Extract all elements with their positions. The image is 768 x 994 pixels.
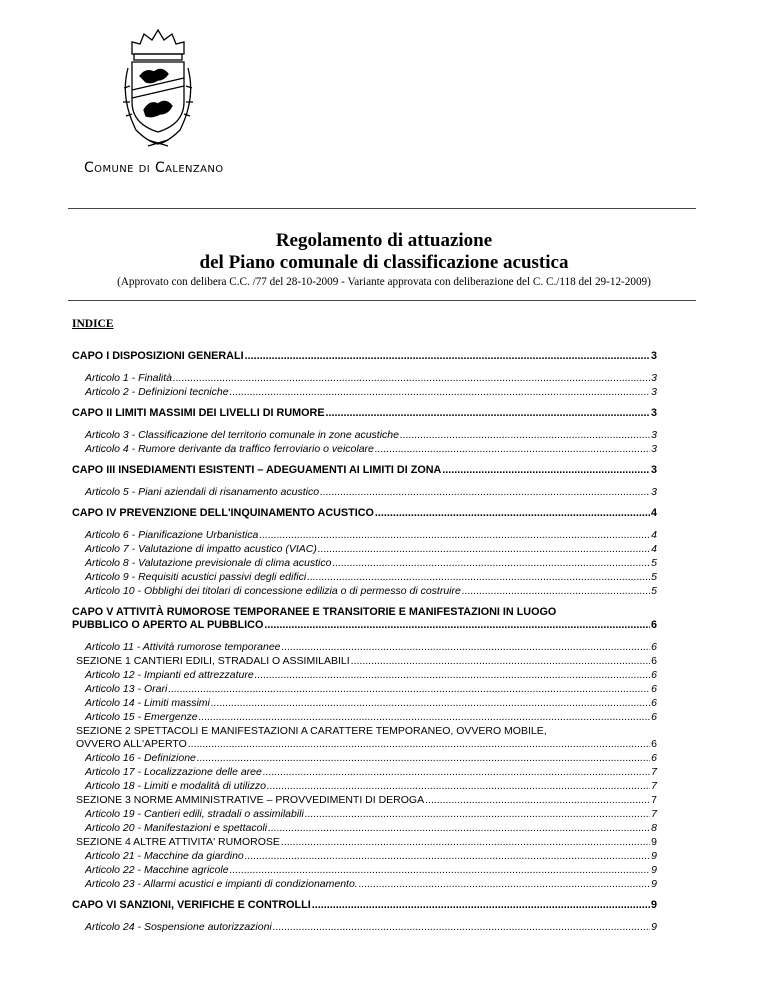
toc-entry-title: SEZIONE 3 NORME AMMINISTRATIVE – PROVVEDIMENTI DI DEROGA [76, 794, 425, 806]
toc-dot-leader [425, 794, 650, 807]
toc-entry-title: Articolo 8 - Valutazione previsionale di clima acustico [85, 557, 332, 569]
toc-section-heading[interactable]: SEZIONE 2 SPETTACOLI E MANIFESTAZIONI A CARATTERE TEMPORANEO, OVVERO MOBILE, [76, 725, 547, 737]
toc-article-entry[interactable] [85, 557, 657, 570]
toc-page-number: 6 [651, 711, 657, 723]
toc-entry-title: Articolo 15 - Emergenze [85, 711, 198, 723]
toc-entry-title: CAPO I DISPOSIZIONI GENERALI [72, 350, 244, 362]
coat-of-arms-image [118, 28, 198, 148]
toc-dot-leader [199, 711, 651, 724]
toc-dot-leader [188, 738, 650, 751]
toc-entry-title: Articolo 14 - Limiti massimi [85, 697, 210, 709]
toc-page-number: 7 [651, 808, 657, 820]
toc-entry-title: Articolo 3 - Classificazione del territorio comunale in zone acustiche [85, 429, 399, 441]
toc-section-entry[interactable] [76, 836, 657, 849]
toc-dot-leader [245, 350, 650, 363]
toc-page-number: 3 [650, 464, 657, 476]
toc-entry-title: Articolo 1 - Finalità [85, 372, 172, 384]
toc-page-number: 9 [651, 878, 657, 890]
toc-entry-title: Articolo 9 - Requisiti acustici passivi degli edifici [85, 571, 307, 583]
toc-entry-title: Articolo 10 - Obblighi dei titolari di concessione edilizia o di permesso di costruire [85, 585, 461, 597]
toc-article-entry[interactable] [85, 752, 657, 765]
toc-article-entry[interactable] [85, 822, 657, 835]
document-title-line1: Regolamento di attuazione [275, 230, 493, 251]
toc-dot-leader [245, 850, 650, 863]
toc-entry-title: Articolo 21 - Macchine da giardino [85, 850, 244, 862]
toc-dot-leader [211, 697, 650, 710]
toc-dot-leader [351, 655, 650, 668]
toc-chapter-entry[interactable] [72, 619, 657, 632]
municipality-name: Comune di Calenzano [84, 160, 224, 176]
toc-chapter-entry[interactable] [72, 507, 657, 520]
toc-page-number: 3 [650, 407, 657, 419]
toc-article-entry[interactable] [85, 386, 657, 399]
toc-article-entry[interactable] [85, 571, 657, 584]
toc-article-entry[interactable] [85, 697, 657, 710]
toc-article-entry[interactable] [85, 766, 657, 779]
toc-entry-title: Articolo 11 - Attività rumorose temporanee [85, 641, 281, 653]
toc-page-number: 3 [651, 386, 657, 398]
toc-dot-leader [375, 507, 650, 520]
toc-article-entry[interactable] [85, 864, 657, 877]
toc-page-number: 7 [651, 794, 657, 806]
toc-page-number: 6 [651, 683, 657, 695]
toc-page-number: 3 [651, 486, 657, 498]
toc-article-entry[interactable] [85, 850, 657, 863]
toc-page-number: 6 [651, 669, 657, 681]
toc-article-entry[interactable] [85, 878, 657, 891]
toc-chapter-entry[interactable] [72, 899, 657, 912]
toc-page-number: 6 [650, 619, 657, 631]
toc-article-entry[interactable] [85, 429, 657, 442]
toc-entry-title: CAPO III INSEDIAMENTI ESISTENTI – ADEGUAMENTI AI LIMITI DI ZONA [72, 464, 442, 476]
toc-chapter-heading[interactable]: CAPO V ATTIVITÀ RUMOROSE TEMPORANEE E TRANSITORIE E MANIFESTAZIONI IN LUOGO [72, 606, 557, 618]
toc-dot-leader [326, 407, 650, 420]
toc-dot-leader [281, 836, 650, 849]
toc-page-number: 6 [651, 641, 657, 653]
toc-dot-leader [168, 683, 650, 696]
index-heading: INDICE [72, 318, 114, 330]
toc-dot-leader [230, 386, 651, 399]
toc-page-number: 4 [650, 507, 657, 519]
toc-entry-title: Articolo 16 - Definizione [85, 752, 196, 764]
toc-page-number: 4 [651, 529, 657, 541]
toc-dot-leader [268, 822, 650, 835]
toc-article-entry[interactable] [85, 585, 657, 598]
toc-entry-title: Articolo 23 - Allarmi acustici e impianti di condizionamento. [85, 878, 358, 890]
toc-dot-leader [312, 899, 650, 912]
toc-dot-leader [197, 752, 650, 765]
document-title-line2: del Piano comunale di classificazione acustica [199, 252, 569, 273]
toc-dot-leader [320, 486, 650, 499]
toc-page-number: 3 [651, 372, 657, 384]
toc-page-number: 9 [651, 850, 657, 862]
toc-article-entry[interactable] [85, 529, 657, 542]
toc-entry-title: Articolo 22 - Macchine agricole [85, 864, 229, 876]
toc-article-entry[interactable] [85, 683, 657, 696]
toc-dot-leader [307, 571, 650, 584]
toc-dot-leader [332, 557, 650, 570]
toc-page-number: 6 [651, 655, 657, 667]
toc-page-number: 6 [651, 738, 657, 750]
toc-page-number: 7 [651, 780, 657, 792]
toc-page-number: 8 [651, 822, 657, 834]
toc-dot-leader [400, 429, 650, 442]
toc-page-number: 3 [651, 429, 657, 441]
toc-article-entry[interactable] [85, 780, 657, 793]
toc-entry-title: Articolo 18 - Limiti e modalità di utilizzo [85, 780, 266, 792]
toc-section-entry[interactable] [76, 655, 657, 668]
toc-entry-title: SEZIONE 1 CANTIERI EDILI, STRADALI O ASSIMILABILI [76, 655, 350, 667]
toc-dot-leader [318, 543, 650, 556]
toc-page-number: 7 [651, 766, 657, 778]
toc-entry-title: Articolo 12 - Impianti ed attrezzature [85, 669, 254, 681]
toc-entry-title: PUBBLICO O APERTO AL PUBBLICO [72, 619, 264, 631]
toc-article-entry[interactable] [85, 443, 657, 456]
toc-article-entry[interactable] [85, 543, 657, 556]
toc-section-entry[interactable] [76, 794, 657, 807]
toc-entry-title: Articolo 24 - Sospensione autorizzazioni [85, 921, 272, 933]
toc-page-number: 3 [651, 443, 657, 455]
toc-dot-leader [267, 780, 650, 793]
toc-entry-title: Articolo 7 - Valutazione di impatto acustico (VIAC) [85, 543, 317, 555]
toc-page-number: 9 [651, 921, 657, 933]
toc-chapter-entry[interactable] [72, 350, 657, 363]
toc-entry-title: Articolo 20 - Manifestazioni e spettacoli [85, 822, 268, 834]
toc-dot-leader [359, 878, 650, 891]
toc-dot-leader [263, 766, 650, 779]
toc-page-number: 5 [651, 557, 657, 569]
toc-dot-leader [264, 619, 650, 632]
toc-dot-leader [173, 372, 650, 385]
toc-dot-leader [273, 921, 650, 934]
toc-page-number: 9 [651, 836, 657, 848]
toc-article-entry[interactable] [85, 669, 657, 682]
toc-entry-title: CAPO VI SANZIONI, VERIFICHE E CONTROLLI [72, 899, 311, 911]
toc-article-entry[interactable] [85, 486, 657, 499]
toc-page-number: 5 [651, 571, 657, 583]
toc-chapter-entry[interactable] [72, 407, 657, 420]
toc-entry-title: Articolo 5 - Piani aziendali di risanamento acustico [85, 486, 320, 498]
toc-article-entry[interactable] [85, 921, 657, 934]
toc-dot-leader [259, 529, 650, 542]
toc-entry-title: Articolo 17 - Localizzazione delle aree [85, 766, 262, 778]
toc-entry-title: Articolo 6 - Pianificazione Urbanistica [85, 529, 259, 541]
toc-article-entry[interactable] [85, 711, 657, 724]
toc-page-number: 9 [650, 899, 657, 911]
toc-article-entry[interactable] [85, 641, 657, 654]
toc-dot-leader [230, 864, 651, 877]
toc-entry-title: SEZIONE 4 ALTRE ATTIVITA' RUMOROSE [76, 836, 280, 848]
toc-dot-leader [305, 808, 650, 821]
toc-article-entry[interactable] [85, 372, 657, 385]
toc-entry-title: Articolo 13 - Orari [85, 683, 168, 695]
toc-page-number: 6 [651, 752, 657, 764]
toc-entry-title: CAPO II LIMITI MASSIMI DEI LIVELLI DI RUMORE [72, 407, 325, 419]
toc-dot-leader [462, 585, 650, 598]
toc-entry-title: OVVERO ALL'APERTO [76, 738, 187, 750]
toc-chapter-entry[interactable] [72, 464, 657, 477]
toc-dot-leader [375, 443, 650, 456]
toc-page-number: 5 [651, 585, 657, 597]
header-top-rule [68, 208, 696, 209]
approval-subtitle: (Approvato con delibera C.C. /77 del 28-10-2009 - Variante approvata con deliberazione del C. C./118 del 29-12-2009) [117, 276, 651, 288]
toc-entry-title: Articolo 4 - Rumore derivante da traffico ferroviario o veicolare [85, 443, 374, 455]
toc-page-number: 6 [651, 697, 657, 709]
toc-page-number: 4 [651, 543, 657, 555]
toc-page-number: 3 [650, 350, 657, 362]
toc-entry-title: Articolo 2 - Definizioni tecniche [85, 386, 229, 398]
header-bottom-rule [68, 300, 696, 301]
toc-page-number: 9 [651, 864, 657, 876]
toc-dot-leader [442, 464, 650, 477]
toc-entry-title: Articolo 19 - Cantieri edili, stradali o assimilabili [85, 808, 304, 820]
toc-dot-leader [282, 641, 651, 654]
toc-article-entry[interactable] [85, 808, 657, 821]
toc-section-entry[interactable] [76, 738, 657, 751]
toc-entry-title: CAPO IV PREVENZIONE DELL'INQUINAMENTO ACUSTICO [72, 507, 374, 519]
toc-dot-leader [255, 669, 650, 682]
